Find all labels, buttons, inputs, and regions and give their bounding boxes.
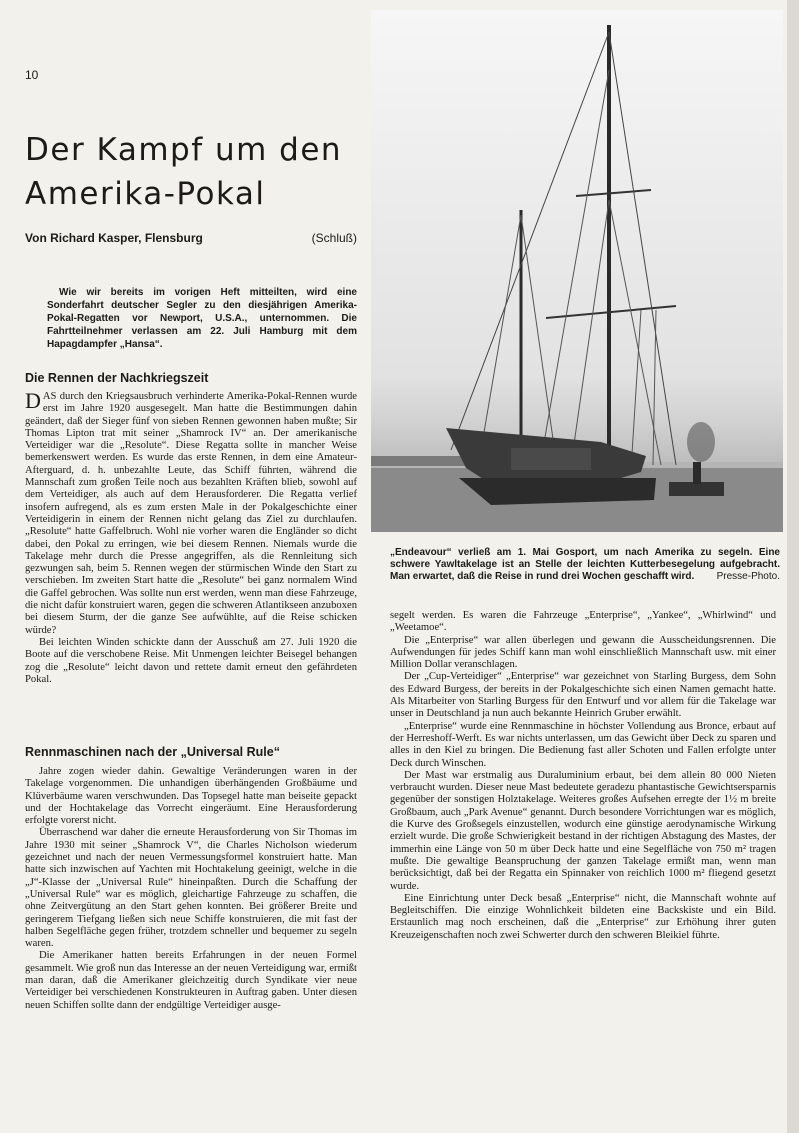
- caption-text: „Endeavour“ verließ am 1. Mai Gosport, um nach Amerika zu segeln. Eine schwere Yawltakelage ist an Stelle der leichten Kutterbesegelung aufgebracht. Man erwartet, daß die Reise in rund drei Wochen geschafft wird.: [390, 547, 780, 582]
- photo-credit: Presse-Photo.: [716, 571, 780, 582]
- paragraph-text: AS durch den Kriegsausbruch verhinderte Amerika-Pokal-Rennen wurde erst im Jahre 1920 ausgesegelt. Man hatte die Bestimmungen dahin geändert, daß der Sieger fünf von sieben Rennen gewonnen haben mußte; Sir Thomas Lipton trat mit seiner „Shamrock IV“ an. Der amerikanische Verteidiger war die „Resolute“. Diese Regatta sollte in mancher Weise bemerkenswert werden. Es wurde das erste Rennen, in dem eine Amateur-Afterguard, d. h. unbezahlte Leute, das Schiff führten, während die Mannschaft zum großen Teile noch aus bezahlten Kräften blieb, sowohl auf dem Verteidiger, als auch auf dem Herausforderer. Die Regatta verlief insofern aufregend, als es zum ersten Male in der Pokalgeschichte einer Verteidigerin in einem der Rennen nicht gelang das Ziel zu durchlaufen. „Resolute“ hatte Gaffelbruch. Wohl nie vorher waren die Engländer so dicht dabei, den Pokal zu erringen, wie bei diesem Rennen. Niemals wurde die Takelage mehr durch die Presse angegriffen, als die Rennleitung sich gezwungen sah, beim 5. Rennen wegen der stürmischen Winde den Start zu verschieben. Im zweiten Start hatte die „Resolute“ bei ganz normalem Wind die Gaffel gebrochen. Was sollte nun erst werden, wenn man diese Fahrzeuge, die nicht dafür konstruiert waren, gegen die schweren Atlantikseen anzuboxen bei diesem Sturm, der die ganze See aufwühlte, auf die Reise schicken würde?: [25, 391, 357, 636]
- paragraph: Jahre zogen wieder dahin. Gewaltige Veränderungen waren in der Takelage vorgenommen. Die unhandigen überhängenden Großbäume und Klüverbäume waren verschwunden. Das Topsegel hatte man beiseite gepackt und der Hochtakelage das Vorrecht eingeräumt. Eine Herausforderung erfolgte vorerst nicht.: [25, 766, 357, 827]
- paragraph: Die Amerikaner hatten bereits Erfahrungen in der neuen Formel gesammelt. Wie groß nun das Interesse an der neuen Verteidigung war, ermißt man daran, daß die Amerikaner gleichzeitig durch Syndikate vier neue Verteidiger bei verschiedenen Konstrukteuren in Auftrag gaben. Unter diesen neuen Schiffen sollte dann der endgültige Verteidiger ausge-: [25, 950, 357, 1011]
- paragraph: Der „Cup-Verteidiger“ „Enterprise“ war gezeichnet von Starling Burgess, dem Sohn des Edward Burgess, der bereits in der Pokalgeschichte sich einen Namen gemacht hatte. Als Mitarbeiter von Starling Burgess für den Entwurf und vor allem für die Takelage war unser in Deutschland ja nun auch bekannte Heinrich Gruber erwählt.: [390, 671, 776, 720]
- byline: [25, 231, 357, 245]
- article-title: Der Kampf um den Amerika-Pokal: [25, 132, 343, 212]
- drop-cap: D: [25, 388, 41, 413]
- lead-paragraph: Wie wir bereits im vorigen Heft mitteilten, wird eine Sonderfahrt deutscher Segler zu den diesjährigen Amerika-Pokal-Regatten vor Newport, U.S.A., unternommen. Die Fahrtteilnehmer verlassen am 22. Juli Hamburg mit dem Hapagdampfer „Hansa“.: [47, 287, 357, 350]
- page-number: 10: [25, 68, 39, 82]
- photo-caption: [390, 547, 780, 583]
- page-edge: [787, 0, 799, 1133]
- paragraph: „Enterprise“ wurde eine Rennmaschine in höchster Vollendung aus Bronce, erbaut auf der Herreshoff-Werft. Es war nichts unterlassen, um das Gewicht über Deck zu sparen und alles in den Kiel zu bringen. Die Bedienung fast aller Schoten und Fallen erfolgte unter Deck durch Winschen.: [390, 720, 776, 769]
- section-body-universal-rule: [25, 766, 357, 1012]
- yacht-photo: [371, 10, 783, 532]
- section-heading-nachkriegszeit: Die Rennen der Nachkriegszeit: [25, 371, 209, 385]
- author-line: Von Richard Kasper, Flensburg: [25, 231, 203, 245]
- section-body-nachkriegszeit: [25, 388, 357, 686]
- paragraph: Bei leichten Winden schickte dann der Ausschuß am 27. Juli 1920 die Boote auf die verschobene Reise. Mit Unmengen leichter Beisegel behangen zog die „Resolute“ leicht davon und rettete damit erneut den gefährdeten Pokal.: [25, 636, 357, 685]
- paragraph: segelt werden. Es waren die Fahrzeuge „Enterprise“, „Yankee“, „Whirlwind“ und „Weetamoe“.: [390, 610, 776, 634]
- continuation-note: (Schluß): [311, 231, 357, 245]
- right-column: [390, 610, 776, 942]
- paragraph: Überraschend war daher die erneute Herausforderung von Sir Thomas im Jahre 1930 mit seiner „Shamrock V“, die Charles Nicholson wiederum gezeichnet und nach der neuen Vermessungsformel konstruiert hatte. Man hatte sich inzwischen auf Yachten mit Hochtakelung geeinigt, welche in die „J“-Klasse der „Universal Rule“ hineinpaßten. Durch die Schaffung der „Universal Rule“ war es möglich, gleichartige Fahrzeuge zu schaffen, die ohne Zeitvergütung an den Start gehen konnten. Bei größerer Breite und geringerem Tiefgang ließen sich neue Schiffe konstruieren, die mit fast der halben Segelfläche gegen früher, trotzdem schneller und bequemer zu segeln waren.: [25, 827, 357, 950]
- yacht-illustration: [371, 10, 783, 532]
- section-heading-universal-rule: Rennmaschinen nach der „Universal Rule“: [25, 745, 280, 759]
- paragraph: Eine Einrichtung unter Deck besaß „Enterprise“ nicht, die Mannschaft wohnte auf Begleitschiffen. Die einzige Wohnlichkeit bildeten eine Backskiste und ein Bild. Erstaunlich mag noch erscheinen, daß die „Enterprise“ zur Erhöhung ihrer guten Kreuzeigenschaften noch zwei Schwerter durch den schweren Bleikiel führte.: [390, 892, 776, 941]
- paragraph: Der Mast war erstmalig aus Duraluminium erbaut, bei dem allein 80 000 Nieten verbraucht wurden. Dieser neue Mast bedeutete geradezu phantastische Gewichtsersparnis gegenüber der sonstigen Holztakelage. Weiteres großes Aufsehen erregte der 1½ m breite Großbaum, auch „Park Avenue“ genannt. Durch besondere Vorrichtungen war es möglich, die Kurve des Großsegels einzustellen, wodurch eine günstige aerodynamische Wirkung erzielt wurde. Die große Schwierigkeit bestand in der richtigen Abstagung des Mastes, der immerhin eine Länge von 50 m über Deck hatte und eine Segelfläche von 750 m² tragen mußte. Die gewaltige Beanspruchung der ganzen Takelage ermißt man, wenn man berücksichtigt, daß bei der Regatta ein Spinnaker von reichlich 1000 m² fliegend gesetzt wurde.: [390, 769, 776, 892]
- paragraph: [25, 388, 357, 637]
- paragraph: Die „Enterprise“ war allen überlegen und gewann die Ausscheidungsrennen. Die Aufwendungen für jedes Schiff kann man wohl einschließlich Mannschaft usw. mit einer Million Dollar veranschlagen.: [390, 634, 776, 671]
